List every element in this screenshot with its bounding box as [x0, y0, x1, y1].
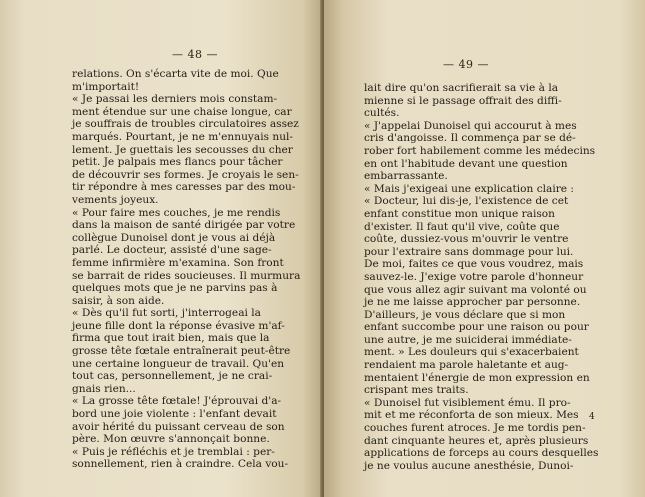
text-line: enfant succombe pour une raison ou pour	[364, 321, 589, 334]
text-line: lement. Je guettais les secousses du cher	[72, 143, 293, 156]
text-line: collègue Dunoisel dont je vous ai déjà	[72, 231, 276, 244]
text-line: une autre, je me suiciderai immédiate-	[364, 333, 572, 346]
text-line: femme infirmière m'examina. Son front	[72, 256, 284, 269]
page-number-right: — 49 —	[443, 58, 489, 71]
text-line: cultés.	[364, 107, 400, 120]
text-line: saisir, à son aide.	[72, 294, 165, 307]
text-line: je ne me laisse approcher par personne.	[364, 296, 581, 309]
text-line: pour l'extraire sans dommage pour lui.	[364, 245, 574, 258]
text-line: tir répondre à mes caresses par des mou-	[72, 181, 296, 194]
text-line: petit. Je palpais mes flancs pour tâcher	[72, 156, 283, 169]
text-line: se barrait de rides soucieuses. Il murmura	[72, 269, 301, 282]
text-line: firma que tout irait bien, mais que la	[72, 332, 270, 345]
text-line: « Docteur, lui dis-je, l'existence de cet	[364, 195, 569, 208]
text-line: rendaient ma parole haletante et aug-	[364, 359, 569, 372]
page-number-left: — 48 —	[172, 48, 218, 61]
text-line: en ont l'habitude devant une question	[364, 157, 568, 170]
text-line: enfant constitue mon unique raison	[364, 207, 556, 220]
text-line: « Dès qu'il fut sorti, j'interrogeai la	[72, 307, 261, 320]
text-line: dant cinquante heures et, après plusieurs	[364, 434, 589, 447]
text-line: grosse tête fœtale entraînerait peut-être	[72, 345, 291, 358]
right-page-text	[364, 82, 612, 472]
text-line: De moi, faites ce que vous voudrez, mais	[364, 258, 584, 271]
text-line: mit et me réconforta de son mieux. Mes	[364, 409, 579, 422]
text-line: mentaient l'énergie de mon expression en	[364, 371, 590, 384]
signature-mark: 4	[589, 412, 595, 422]
text-line: « La grosse tête fœtale! J'éprouvai d'a-	[72, 395, 282, 408]
left-page-text	[72, 68, 301, 471]
text-line: couches furent atroces. Je me tordis pen-	[364, 422, 586, 435]
text-line: parlé. Le docteur, assisté d'une sage-	[72, 244, 272, 257]
text-line: lait dire qu'on sacrifierait sa vie à la	[364, 82, 559, 94]
text-line: dans la maison de santé dirigée par votre	[72, 219, 296, 232]
text-line: quelques mots que je ne parvins pas à	[72, 282, 278, 295]
text-line: père. Mon œuvre s'annonçait bonne.	[72, 433, 270, 446]
text-line: applications de forceps au cours desquelles	[364, 447, 599, 460]
text-line: marqués. Pourtant, je ne m'ennuyais nul-	[72, 130, 294, 143]
text-line: sonnellement, rien à craindre. Cela vou-	[72, 458, 289, 471]
text-line: crispant mes traits.	[364, 384, 469, 397]
text-line: « Puis je réfléchis et je tremblai : per-	[72, 445, 275, 458]
text-line: « J'appelai Dunoisel qui accourut à mes	[364, 119, 577, 132]
text-line: de découvrir ses formes. Je croyais le sen-	[72, 168, 299, 181]
right-page	[324, 0, 645, 497]
text-line: D'ailleurs, je vous déclare que si mon	[364, 308, 566, 321]
text-line: une certaine longueur de travail. Qu'en	[72, 357, 285, 370]
text-line: « Mais j'exigeai une explication claire :	[364, 182, 574, 195]
text-line: « Dunoisel fut visiblement ému. Il pro-	[364, 396, 571, 409]
text-line: d'exister. Il faut qu'il vive, coûte que	[364, 220, 560, 233]
text-line: je souffrais de troubles circulatoires assez	[72, 118, 299, 131]
text-line: coûte, dussiez-vous m'ouvrir le ventre	[364, 233, 569, 246]
text-line: ment. » Les douleurs qui s'exacerbaient	[364, 346, 579, 359]
text-line: avoir hérité du puissant cerveau de son	[72, 420, 285, 433]
text-line: mienne si le passage offrait des diffi-	[364, 94, 562, 107]
text-line: « Pour faire mes couches, je me rendis	[72, 206, 281, 219]
text-line: je ne voulus aucune anesthésie, Dunoi-	[364, 459, 574, 472]
text-line: jeune fille dont la réponse évasive m'af-	[72, 319, 285, 332]
text-line: bord une joie violente : l'enfant devait	[72, 408, 277, 421]
text-line: vements joyeux.	[72, 193, 159, 206]
text-line: cris d'angoisse. Il commença par se dé-	[364, 132, 576, 145]
text-line: sauvez-le. J'exige votre parole d'honneur	[364, 270, 584, 283]
text-line: rober fort habilement comme les médecins	[364, 144, 596, 157]
text-line: que vous allez agir suivant ma volonté ou	[364, 283, 587, 296]
text-line: m'importait!	[72, 80, 140, 93]
text-line: ment étendue sur une chaise longue, car	[72, 105, 292, 118]
text-line: « Je passai les derniers mois constam-	[72, 93, 278, 106]
text-line: relations. On s'écarta vite de moi. Que	[72, 68, 279, 80]
text-line: gnais rien...	[72, 382, 136, 395]
left-page	[0, 0, 322, 497]
text-line: embarrassante.	[364, 170, 448, 183]
text-line: tout cas, personnellement, je ne crai-	[72, 370, 273, 383]
